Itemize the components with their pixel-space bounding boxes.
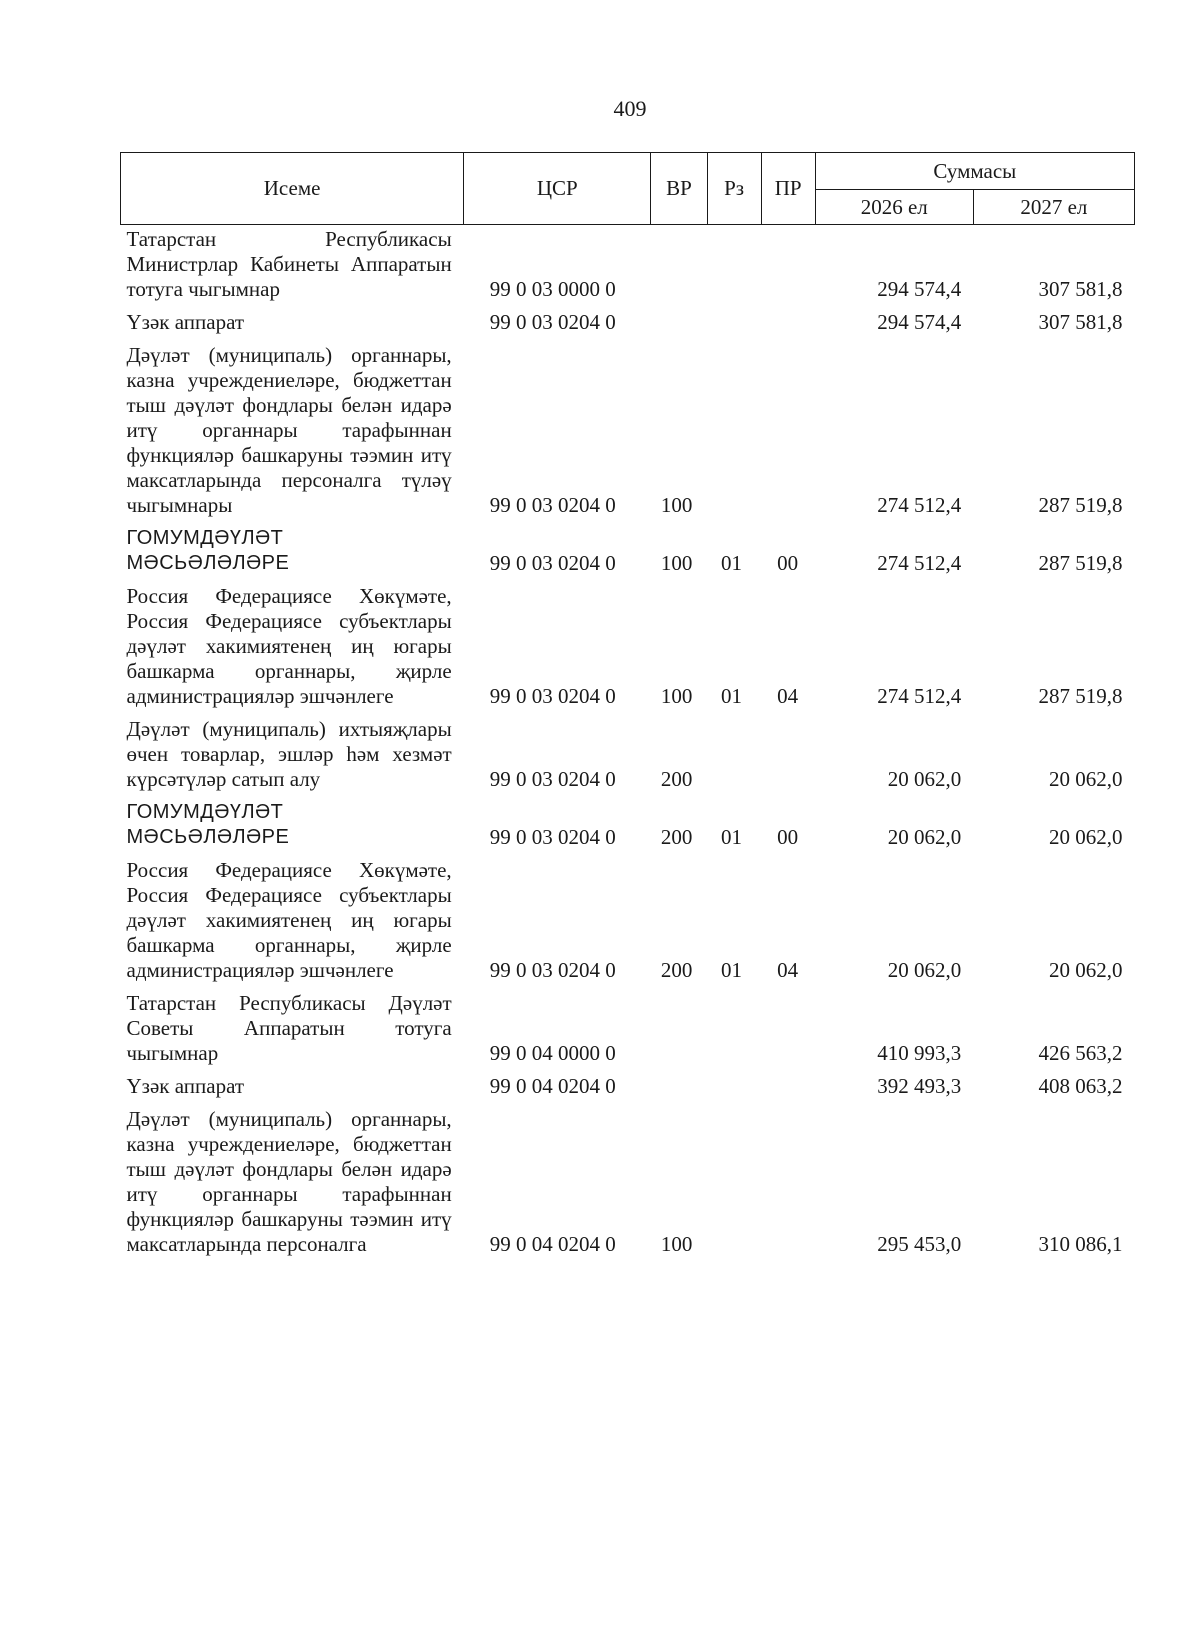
row-sum-2026: 410 993,3	[877, 1041, 962, 1065]
table-row	[121, 792, 1135, 850]
row-vr	[651, 1066, 707, 1099]
row-vr	[651, 983, 707, 1066]
row-name: Дәүләт (муниципаль) органнары, казна учреждениеләре, бюджеттан тыш дәүләт фондлары белән идарә итү органнары тарафыннан функцияләр башкаруны тәэмин итү максатларында персоналга	[126, 1107, 452, 1256]
table-row	[121, 1066, 1135, 1099]
row-csr: 99 0 04 0204 0	[489, 1232, 616, 1256]
row-sum-2027: 310 086,1	[1038, 1232, 1123, 1256]
row-pr: 04	[777, 684, 799, 708]
table-row	[121, 709, 1135, 792]
row-pr	[761, 335, 815, 518]
row-rz	[707, 1066, 761, 1099]
page-number: 409	[613, 96, 647, 121]
row-csr: 99 0 03 0204 0	[489, 684, 616, 708]
row-sum-2026: 20 062,0	[887, 767, 962, 791]
header-csr: ЦСР	[464, 153, 651, 225]
row-name: Үзәк аппарат	[126, 1074, 245, 1098]
row-name: Россия Федерациясе Хөкүмәте, Россия Федерациясе субъектлары дәүләт хакимиятенең иң югары башкарма органнары, җирле администрацияләр эшчәнлеге	[126, 858, 452, 982]
table-row	[121, 302, 1135, 335]
budget-table	[120, 152, 1135, 1257]
row-vr: 100	[660, 1232, 693, 1256]
row-csr: 99 0 03 0204 0	[489, 493, 616, 517]
row-csr: 99 0 03 0000 0	[489, 277, 616, 301]
row-csr: 99 0 03 0204 0	[489, 958, 616, 982]
header-year-2027: 2027 ел	[973, 190, 1134, 225]
row-sum-2027: 20 062,0	[1049, 825, 1123, 849]
row-sum-2026: 274 512,4	[877, 493, 962, 517]
row-name: Татарстан Республикасы Министрлар Кабинеты Аппаратын тотуга чыгымнар	[126, 227, 452, 301]
row-pr: 00	[777, 825, 799, 849]
row-name: ГОМУМДӘҮЛӘТ МӘСЬӘЛӘЛӘРЕ	[126, 527, 290, 574]
header-vr: ВР	[651, 153, 707, 225]
row-sum-2027: 307 581,8	[1038, 310, 1123, 334]
table-row	[121, 1099, 1135, 1257]
header-pr: ПР	[761, 153, 815, 225]
row-sum-2027: 426 563,2	[1038, 1041, 1123, 1065]
row-sum-2026: 274 512,4	[877, 551, 962, 575]
row-csr: 99 0 03 0204 0	[489, 825, 616, 849]
row-sum-2027: 287 519,8	[1038, 684, 1123, 708]
row-csr: 99 0 04 0000 0	[489, 1041, 616, 1065]
header-name: Исеме	[121, 153, 464, 225]
row-pr: 04	[777, 958, 799, 982]
row-rz: 01	[721, 551, 743, 575]
row-sum-2027: 307 581,8	[1038, 277, 1123, 301]
table-row	[121, 850, 1135, 983]
row-pr	[761, 1099, 815, 1257]
row-vr: 100	[660, 684, 693, 708]
table-row	[121, 983, 1135, 1066]
row-name: Татарстан Республикасы Дәүләт Советы Аппаратын тотуга чыгымнар	[126, 991, 452, 1065]
row-rz	[707, 983, 761, 1066]
row-rz	[707, 302, 761, 335]
row-csr: 99 0 03 0204 0	[489, 310, 616, 334]
row-pr	[761, 225, 815, 303]
row-rz	[707, 1099, 761, 1257]
row-rz	[707, 709, 761, 792]
row-csr: 99 0 03 0204 0	[489, 767, 616, 791]
row-rz	[707, 335, 761, 518]
row-name: ГОМУМДӘҮЛӘТ МӘСЬӘЛӘЛӘРЕ	[126, 801, 290, 848]
row-sum-2026: 274 512,4	[877, 684, 962, 708]
row-sum-2026: 294 574,4	[877, 310, 962, 334]
row-name: Үзәк аппарат	[126, 310, 245, 334]
row-sum-2027: 20 062,0	[1049, 958, 1123, 982]
row-vr: 200	[660, 958, 693, 982]
row-rz	[707, 225, 761, 303]
table-row	[121, 335, 1135, 518]
row-vr: 200	[660, 825, 693, 849]
row-vr	[651, 225, 707, 303]
row-pr: 00	[777, 551, 799, 575]
row-sum-2026: 295 453,0	[877, 1232, 962, 1256]
row-sum-2026: 20 062,0	[887, 958, 962, 982]
row-sum-2026: 20 062,0	[887, 825, 962, 849]
row-vr	[651, 302, 707, 335]
row-vr: 100	[660, 551, 693, 575]
row-csr: 99 0 04 0204 0	[489, 1074, 616, 1098]
row-csr: 99 0 03 0204 0	[489, 551, 616, 575]
table-body	[121, 225, 1135, 1258]
table-row	[121, 576, 1135, 709]
header-sums: Суммасы	[815, 153, 1134, 190]
row-name: Россия Федерациясе Хөкүмәте, Россия Федерациясе субъектлары дәүләт хакимиятенең иң югары башкарма органнары, җирле администрацияләр эшчәнлеге	[126, 584, 452, 708]
row-sum-2026: 392 493,3	[877, 1074, 962, 1098]
row-pr	[761, 983, 815, 1066]
row-sum-2027: 287 519,8	[1038, 551, 1123, 575]
row-sum-2027: 408 063,2	[1038, 1074, 1123, 1098]
row-sum-2027: 287 519,8	[1038, 493, 1123, 517]
row-pr	[761, 1066, 815, 1099]
row-rz: 01	[721, 825, 743, 849]
row-sum-2026: 294 574,4	[877, 277, 962, 301]
row-pr	[761, 302, 815, 335]
row-name: Дәүләт (муниципаль) ихтыяҗлары өчен товарлар, эшләр һәм хезмәт күрсәтүләр сатып алу	[126, 717, 452, 791]
row-sum-2027: 20 062,0	[1049, 767, 1123, 791]
row-rz: 01	[721, 684, 743, 708]
header-rz: Рз	[707, 153, 761, 225]
row-rz: 01	[721, 958, 743, 982]
table-row	[121, 518, 1135, 576]
row-name: Дәүләт (муниципаль) органнары, казна учреждениеләре, бюджеттан тыш дәүләт фондлары белән идарә итү органнары тарафыннан функцияләр башкаруны тәэмин итү максатларында персоналга түләү чыгымнары	[126, 343, 452, 517]
row-vr: 200	[660, 767, 693, 791]
table-row	[121, 225, 1135, 303]
row-vr: 100	[660, 493, 693, 517]
table-header	[121, 153, 1135, 225]
header-year-2026: 2026 ел	[815, 190, 973, 225]
row-pr	[761, 709, 815, 792]
